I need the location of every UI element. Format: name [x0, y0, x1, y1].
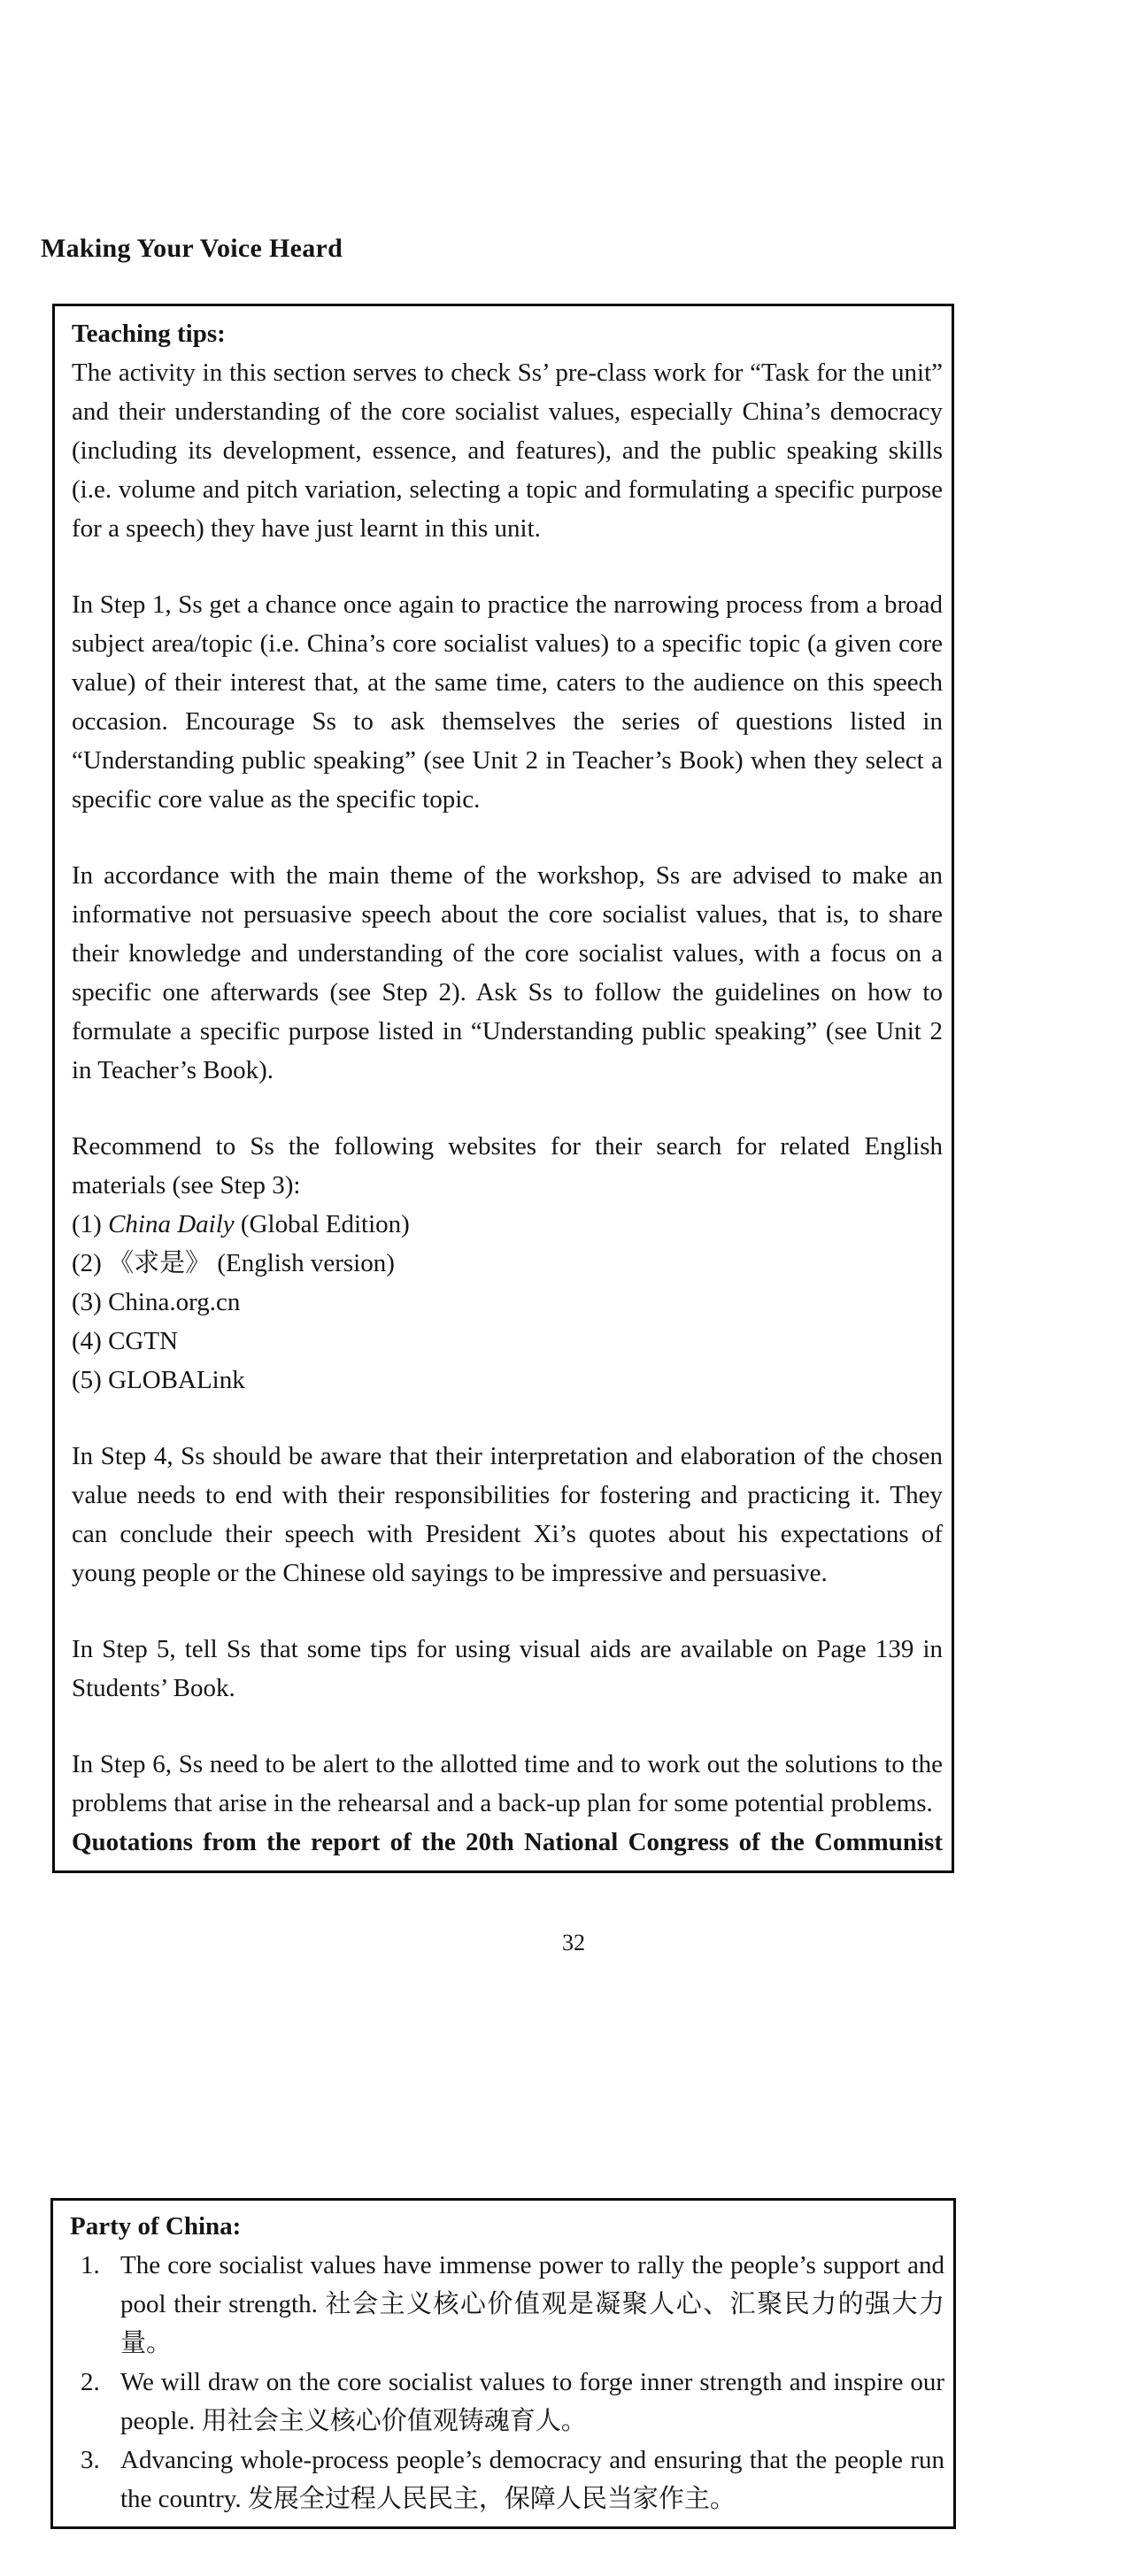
page-number: 32	[562, 1930, 585, 1955]
website-item-china-org	[72, 1283, 943, 1322]
website-item-name: China Daily	[108, 1210, 235, 1238]
website-item-globalink	[72, 1361, 943, 1400]
quote-item-number: 2.	[81, 2368, 100, 2396]
quote-item-text: We will draw on the core socialist values to forge inner strength and inspire our people. 用社会主义核心价值观铸魂育人。	[120, 2368, 944, 2435]
quote-item	[70, 2441, 944, 2518]
website-item-prefix: (5)	[72, 1366, 109, 1394]
website-item-china-daily	[72, 1205, 943, 1244]
website-item-cgtn	[72, 1322, 943, 1361]
teaching-tips-heading: Teaching tips:	[72, 320, 226, 348]
paragraph-step4: In Step 4, Ss should be aware that their interpretation and elaboration of the chosen value needs to end with their responsibilities for fostering and practicing it. They can conclude their speech with President Xi’s quotes about his expectations of young people or the Chinese old sayings to be impressive and persuasive.	[72, 1442, 943, 1587]
website-item-suffix: CGTN	[108, 1327, 179, 1355]
paragraph-recommend-intro: Recommend to Ss the following websites for their search for related English materials (see Step 3):	[72, 1132, 943, 1199]
paragraph-step5: In Step 5, tell Ss that some tips for using visual aids are available on Page 139 in Students’ Book.	[72, 1635, 943, 1702]
website-item-suffix: 《求是》 (English version)	[108, 1249, 395, 1277]
website-list	[72, 1205, 943, 1400]
website-item-suffix: China.org.cn	[108, 1288, 241, 1316]
paragraph-activity: The activity in this section serves to check Ss’ pre-class work for “Task for the unit” and their understanding of the core socialist values, especially China’s democracy (including its development, essence, and features), and the public speaking skills (i.e. volume and pitch variation, selecting a topic and formulating a specific purpose for a speech) they have just learnt in this unit.	[72, 359, 943, 543]
quote-item-text: Advancing whole-process people’s democracy and ensuring that the people run the country. 发展全过程人民民主，保障人民当家作主。	[120, 2446, 944, 2513]
page-title: Making Your Voice Heard	[41, 234, 343, 263]
website-item-qiushi	[72, 1244, 943, 1283]
quote-item	[70, 2363, 944, 2441]
website-item-suffix: (Global Edition)	[234, 1210, 410, 1238]
quote-item-number: 1.	[81, 2251, 100, 2279]
paragraph-theme: In accordance with the main theme of the workshop, Ss are advised to make an informative not persuasive speech about the core socialist values, that is, to share their knowledge and understanding of the core socialist values, with a focus on a specific one afterwards (see Step 2). Ask Ss to follow the guidelines on how to formulate a specific purpose listed in “Understanding public speaking” (see Unit 2 in Teacher’s Book).	[72, 861, 943, 1084]
quote-item-number: 3.	[81, 2446, 100, 2474]
teaching-tips-box	[52, 304, 954, 1873]
website-item-prefix: (3)	[72, 1288, 109, 1316]
quote-item	[70, 2246, 944, 2363]
quote-item-text: The core socialist values have immense power to rally the people’s support and pool their strength. 社会主义核心价值观是凝聚人心、汇聚民力的强大力量。	[120, 2251, 944, 2357]
quotations-heading-continued: Party of China:	[70, 2212, 242, 2241]
quotations-box	[50, 2198, 956, 2529]
website-item-prefix: (1)	[72, 1210, 109, 1238]
website-item-prefix: (4)	[72, 1327, 109, 1355]
paragraph-step1: In Step 1, Ss get a chance once again to practice the narrowing process from a broad subject area/topic (i.e. China’s core socialist values) to a specific topic (a given core value) of their interest that, at the same time, caters to the audience on this speech occasion. Encourage Ss to ask themselves the series of questions listed in “Understanding public speaking” (see Unit 2 in Teacher’s Book) when they select a specific core value as the specific topic.	[72, 590, 943, 814]
quotations-heading: Quotations from the report of the 20th National Congress of the Communist	[72, 1828, 943, 1856]
website-item-suffix: GLOBALink	[108, 1366, 245, 1394]
website-item-prefix: (2)	[72, 1249, 109, 1277]
paragraph-step6: In Step 6, Ss need to be alert to the allotted time and to work out the solutions to the problems that arise in the rehearsal and a back-up plan for some potential problems.	[72, 1750, 943, 1817]
